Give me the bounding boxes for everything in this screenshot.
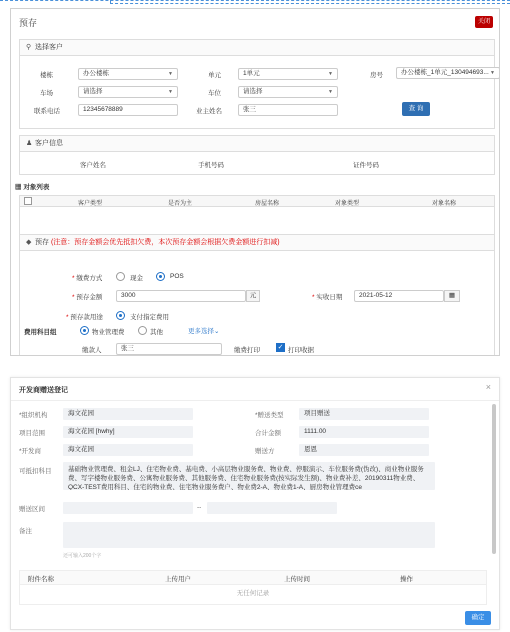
print-receipt-checkbox[interactable]: ✓ xyxy=(277,344,284,351)
phone-input[interactable]: 12345678889 xyxy=(78,104,178,116)
owner-label: 业主姓名 xyxy=(196,108,222,115)
col-header: 是否为主 xyxy=(168,201,193,207)
required-mark: * xyxy=(72,275,77,282)
gift-type-label: *赠送类型 xyxy=(255,412,284,419)
required-mark: * xyxy=(312,294,317,301)
panel-title: 预存 xyxy=(19,18,38,28)
select-all-checkbox[interactable] xyxy=(24,197,32,205)
parking-lot-label: 车场 xyxy=(40,90,53,97)
other-label: 其他 xyxy=(150,329,163,336)
parking-space-label: 车位 xyxy=(208,90,221,97)
section-header xyxy=(20,235,494,251)
usage-label-text: 预存款用途 xyxy=(70,314,103,321)
owner-name-input[interactable]: 张三 xyxy=(238,104,338,116)
chevron-down-icon: ▼ xyxy=(168,89,173,95)
user-icon: ♟ xyxy=(26,140,33,147)
room-select[interactable] xyxy=(396,67,500,79)
col-id-number: 证件号码 xyxy=(353,162,379,169)
col-header: 上传时间 xyxy=(284,576,310,583)
attachment-table xyxy=(19,570,487,605)
total-field: 1111.00 xyxy=(299,426,429,438)
remark-textarea[interactable] xyxy=(63,522,435,548)
parking-space-value: 请选择 xyxy=(243,88,263,95)
property-fee-label: 物业管理费 xyxy=(92,329,125,336)
cash-label: 现金 xyxy=(130,275,143,282)
list-icon: ▦ xyxy=(15,184,24,191)
divider xyxy=(11,400,500,401)
building-select[interactable] xyxy=(78,68,178,80)
unit-label: 单元 xyxy=(208,72,221,79)
unit-value: 1单元 xyxy=(243,70,260,77)
date-label-text: 实收日期 xyxy=(316,294,343,301)
building-label: 楼栋 xyxy=(40,72,53,79)
phone-label: 联系电话 xyxy=(34,108,60,115)
col-phone: 手机号码 xyxy=(198,162,224,169)
remark-label: 备注 xyxy=(19,528,32,535)
col-header: 操作 xyxy=(400,576,413,583)
scope-label: 项目范围 xyxy=(19,430,45,437)
developer-label: *开发商 xyxy=(19,448,42,455)
col-header: 对象名称 xyxy=(432,201,457,207)
section-title: 选择客户 xyxy=(35,44,63,51)
scope-field[interactable]: 海文花园 [hwhy] xyxy=(63,426,193,438)
payer-input[interactable]: 张三 xyxy=(116,343,222,355)
chevron-down-icon: ▼ xyxy=(490,70,495,76)
total-label: 合计金额 xyxy=(255,430,281,437)
payer-label: 缴款人 xyxy=(82,347,102,354)
col-header: 房屋名称 xyxy=(255,201,280,207)
date-label xyxy=(312,292,342,301)
room-value: 办公楼栋_1单元_130494693... xyxy=(401,69,489,76)
parking-lot-value: 请选择 xyxy=(83,88,103,95)
period-separator: -- xyxy=(197,504,202,511)
org-field[interactable]: 海文花园 xyxy=(63,408,193,420)
deductible-subjects-field[interactable]: 基础物业管理费、租金LJ、住宅物业费、基电费、小高层物业服务费、物业费、停服演示、车位服务费(伪改)、商业物业服务费、写字楼物业服务费、公寓物业服务费、其他服务费、住宅物业服务费(按实际发生额)、物业费补差、20190311物业费、QCX-TEST费用科目、住宅的物业费、住宅物业服务费户、物业费2-A、物业费1-A、厨房物业管理费ce xyxy=(63,462,435,490)
close-button[interactable]: 关闭 xyxy=(475,16,493,28)
search-icon: ⚲ xyxy=(26,44,32,51)
object-list-title xyxy=(15,182,49,191)
pay-method-label xyxy=(72,273,102,282)
empty-state: 无任何记录 xyxy=(236,590,270,597)
building-value: 办公楼栋 xyxy=(83,70,109,77)
col-header: 对象类型 xyxy=(335,201,360,207)
amount-label-text: 预存金额 xyxy=(76,294,103,301)
giver-label: 赠送方 xyxy=(255,448,275,455)
giver-field[interactable]: 恩恩 xyxy=(299,444,429,456)
pos-label: POS xyxy=(170,273,184,280)
required-mark: * xyxy=(66,314,71,321)
pin-icon: ◆ xyxy=(26,239,32,246)
parking-lot-select[interactable] xyxy=(78,86,178,98)
amount-input[interactable]: 3000 xyxy=(116,290,246,302)
cash-radio[interactable] xyxy=(116,272,125,281)
scrollbar[interactable] xyxy=(492,404,496,554)
remark-hint: 还可输入200个字 xyxy=(63,553,102,559)
close-icon[interactable]: × xyxy=(485,382,491,392)
query-button[interactable]: 查 询 xyxy=(402,102,430,116)
subject-group-label: 费用科目组 xyxy=(24,329,57,336)
customer-select-section xyxy=(19,39,495,129)
col-header: 附件名称 xyxy=(28,576,54,583)
more-options-text: 更多选择 xyxy=(188,328,214,335)
col-customer-name: 客户姓名 xyxy=(80,162,106,169)
usage-label xyxy=(66,312,103,321)
amount-unit: 元 xyxy=(246,290,260,302)
developer-field[interactable]: 海文花园 xyxy=(63,444,193,456)
table-header xyxy=(20,196,494,207)
usage-value: 支付指定费用 xyxy=(130,314,169,321)
section-title: 客户信息 xyxy=(35,140,63,147)
unit-select[interactable] xyxy=(238,68,338,80)
calendar-icon[interactable]: ▦ xyxy=(444,290,460,302)
period-start-field[interactable] xyxy=(63,502,193,514)
other-radio[interactable] xyxy=(138,326,147,335)
top-dashed-frame xyxy=(110,0,510,4)
room-label: 房号 xyxy=(370,72,383,79)
deductible-label: 可抵扣科目 xyxy=(19,468,52,475)
more-options-link[interactable] xyxy=(188,326,219,335)
print-label: 缴费打印 xyxy=(234,347,260,354)
date-input[interactable]: 2021-05-12 xyxy=(354,290,444,302)
chevron-down-icon: ▼ xyxy=(328,89,333,95)
section-title: 预存 xyxy=(35,239,49,246)
customer-info-section xyxy=(19,135,495,175)
chevron-down-icon: ⌄ xyxy=(214,328,220,335)
prepay-panel xyxy=(10,8,500,356)
print-receipt-label: 打印收据 xyxy=(288,347,314,354)
usage-radio[interactable] xyxy=(116,311,125,320)
gift-type-field[interactable]: 项目赠送 xyxy=(299,408,429,420)
required-mark: * xyxy=(72,294,77,301)
property-fee-radio[interactable] xyxy=(80,326,89,335)
amount-label xyxy=(72,292,102,301)
section-header xyxy=(20,136,494,152)
table-header xyxy=(20,571,486,585)
col-header: 客户类型 xyxy=(78,201,103,207)
pay-method-label-text: 缴费方式 xyxy=(76,275,103,282)
prepay-form-section xyxy=(19,234,495,356)
period-label: 赠送区间 xyxy=(19,506,45,513)
prepay-notice: (注意：预存金额会优先抵扣欠费，本次预存金额会根据欠费金额进行扣减) xyxy=(50,239,280,246)
developer-gift-dialog xyxy=(10,377,500,630)
chevron-down-icon: ▼ xyxy=(328,71,333,77)
org-label: *组织机构 xyxy=(19,412,48,419)
parking-space-select[interactable] xyxy=(238,86,338,98)
object-list-title-text: 对象列表 xyxy=(23,184,50,191)
chevron-down-icon: ▼ xyxy=(168,71,173,77)
section-header xyxy=(20,40,494,56)
dialog-title: 开发商赠送登记 xyxy=(19,387,68,394)
col-header: 上传用户 xyxy=(165,576,191,583)
confirm-button[interactable]: 确定 xyxy=(465,611,491,625)
period-end-field[interactable] xyxy=(207,502,337,514)
pos-radio[interactable] xyxy=(156,272,165,281)
